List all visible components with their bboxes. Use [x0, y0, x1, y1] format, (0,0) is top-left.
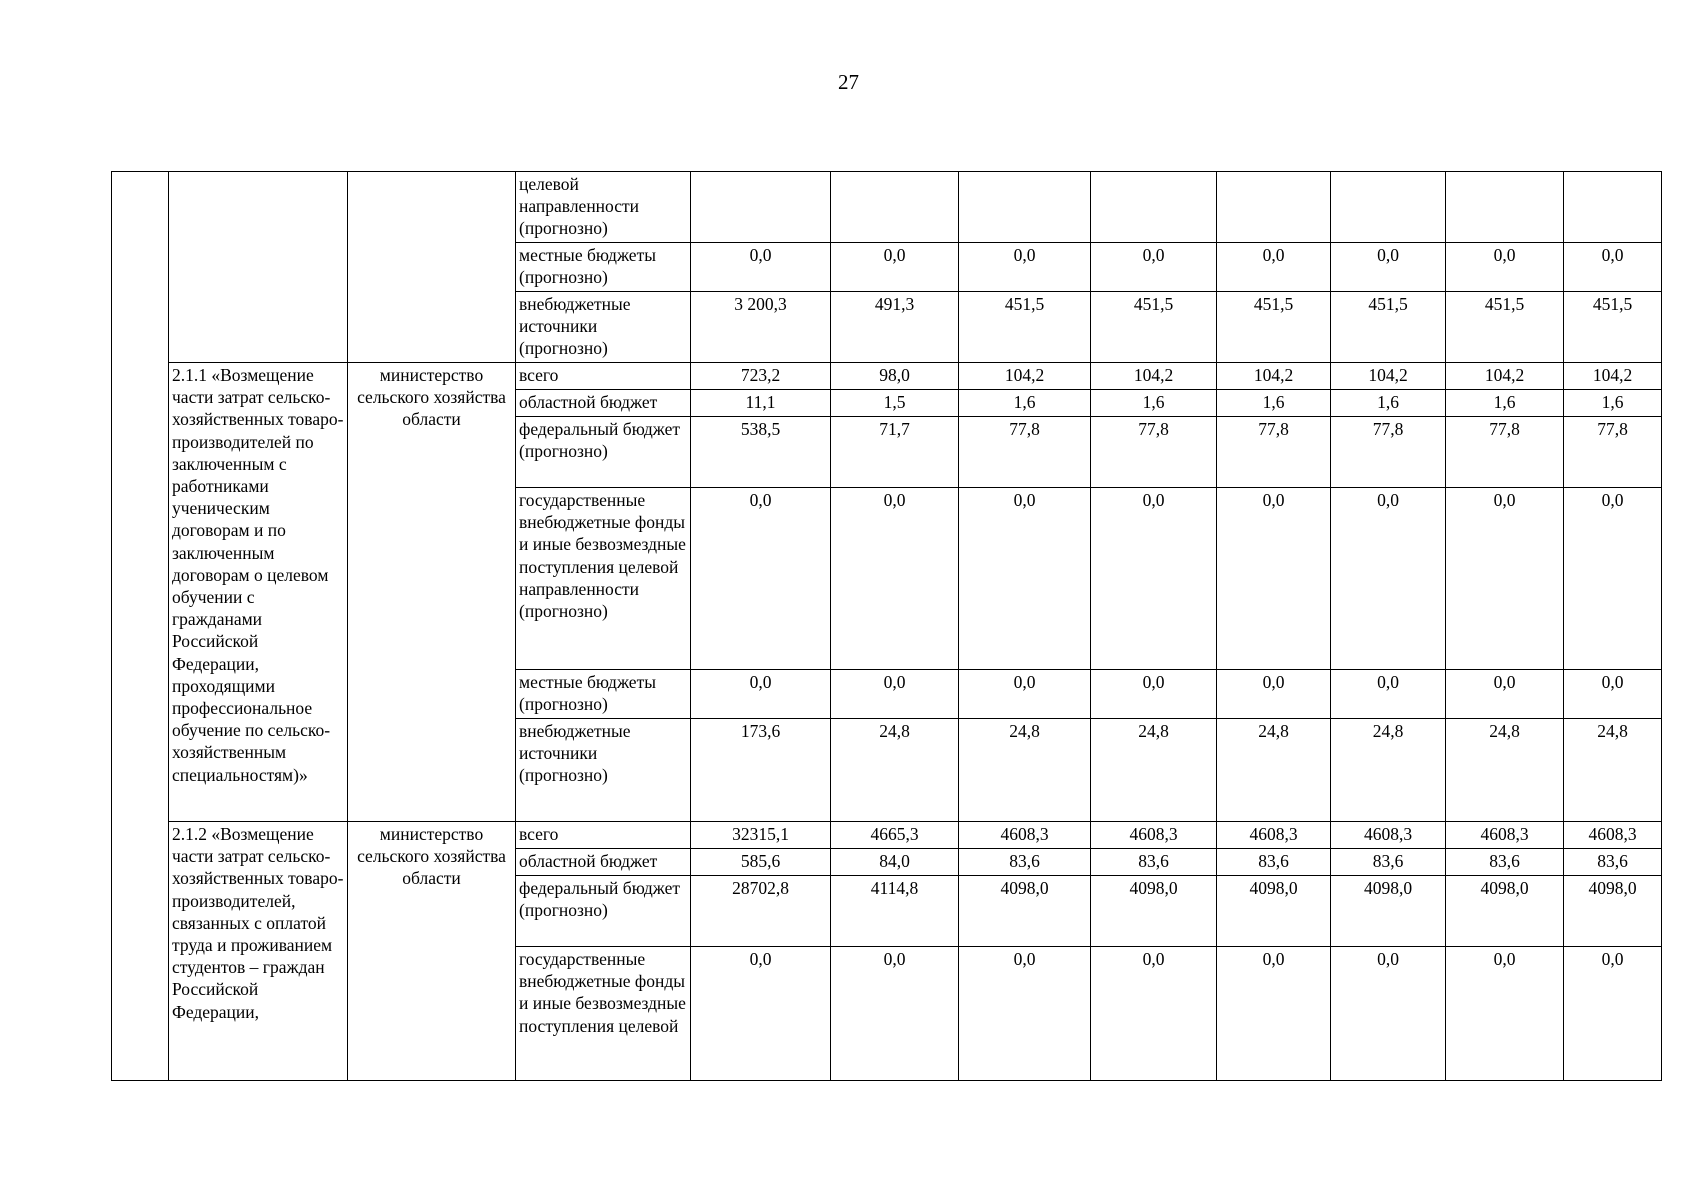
value-cell: 0,0: [831, 488, 959, 670]
table-row: [112, 172, 1662, 243]
value-cell: 84,0: [831, 849, 959, 876]
value-cell: 0,0: [831, 243, 959, 292]
value-cell: 24,8: [959, 719, 1091, 822]
value-cell: 4098,0: [959, 876, 1091, 947]
value-cell: 1,6: [1564, 390, 1662, 417]
value-cell: 4665,3: [831, 822, 959, 849]
value-cell: 4608,3: [1564, 822, 1662, 849]
value-cell: 0,0: [1564, 243, 1662, 292]
value-cell: 104,2: [1217, 363, 1331, 390]
value-cell: 451,5: [1217, 292, 1331, 363]
value-cell: 0,0: [1446, 488, 1564, 670]
value-cell: 0,0: [1217, 947, 1331, 1081]
value-cell: 0,0: [691, 488, 831, 670]
value-cell: 104,2: [1564, 363, 1662, 390]
value-cell: 0,0: [959, 488, 1091, 670]
number-cell: [112, 172, 169, 1081]
value-cell: 1,6: [1446, 390, 1564, 417]
value-cell: 723,2: [691, 363, 831, 390]
value-cell: 1,5: [831, 390, 959, 417]
funding-source: государственные внебюджетные фонды и иные безвозмездные поступления целевой: [516, 947, 691, 1081]
value-cell: 83,6: [1217, 849, 1331, 876]
funding-source: всего: [516, 363, 691, 390]
funding-table: [111, 171, 1662, 1081]
value-cell: 24,8: [1091, 719, 1217, 822]
funding-source: областной бюджет: [516, 390, 691, 417]
value-cell: [959, 172, 1091, 243]
value-cell: 0,0: [1217, 488, 1331, 670]
funding-source: федеральный бюджет (прогнозно): [516, 417, 691, 488]
value-cell: 0,0: [959, 947, 1091, 1081]
value-cell: 0,0: [1331, 947, 1446, 1081]
value-cell: 0,0: [1446, 670, 1564, 719]
measure-name-cell: 2.1.1 «Возмещение части затрат сельско-хозяйственных товаро-производителей по заключенным с работниками ученическим договорам и по заключенным договорам о целевом обучении с гражданами Российской Федерации, проходящими профессиональное обучение по сельско-хозяйственным специальностям)»: [169, 363, 348, 822]
value-cell: 77,8: [1217, 417, 1331, 488]
funding-source: всего: [516, 822, 691, 849]
value-cell: 3 200,3: [691, 292, 831, 363]
value-cell: 83,6: [1091, 849, 1217, 876]
funding-source: местные бюджеты (прогнозно): [516, 243, 691, 292]
value-cell: 585,6: [691, 849, 831, 876]
value-cell: 4098,0: [1091, 876, 1217, 947]
executor-cell: [348, 172, 516, 363]
value-cell: 4114,8: [831, 876, 959, 947]
funding-source: целевой направленности (прогнозно): [516, 172, 691, 243]
value-cell: 83,6: [1564, 849, 1662, 876]
value-cell: 0,0: [1217, 243, 1331, 292]
value-cell: 4098,0: [1446, 876, 1564, 947]
measure-name-cell: [169, 172, 348, 363]
value-cell: 0,0: [1564, 670, 1662, 719]
measure-name-cell: 2.1.2 «Возмещение части затрат сельско-хозяйственных товаро-производителей, связанных с оплатой труда и проживанием студентов – граждан Российской Федерации,: [169, 822, 348, 1081]
value-cell: 104,2: [1091, 363, 1217, 390]
value-cell: 0,0: [1091, 488, 1217, 670]
value-cell: 0,0: [1446, 947, 1564, 1081]
value-cell: 0,0: [831, 670, 959, 719]
value-cell: 451,5: [1331, 292, 1446, 363]
value-cell: 71,7: [831, 417, 959, 488]
value-cell: 451,5: [959, 292, 1091, 363]
value-cell: [691, 172, 831, 243]
value-cell: 491,3: [831, 292, 959, 363]
funding-source: государственные внебюджетные фонды и иные безвозмездные поступления целевой направленности (прогнозно): [516, 488, 691, 670]
value-cell: 0,0: [1091, 243, 1217, 292]
value-cell: 4608,3: [959, 822, 1091, 849]
funding-source: местные бюджеты (прогнозно): [516, 670, 691, 719]
value-cell: 451,5: [1446, 292, 1564, 363]
value-cell: 4608,3: [1091, 822, 1217, 849]
value-cell: 24,8: [1331, 719, 1446, 822]
value-cell: 4608,3: [1446, 822, 1564, 849]
value-cell: 0,0: [691, 243, 831, 292]
value-cell: [1564, 172, 1662, 243]
value-cell: 173,6: [691, 719, 831, 822]
value-cell: 0,0: [959, 670, 1091, 719]
value-cell: 83,6: [1446, 849, 1564, 876]
value-cell: [1446, 172, 1564, 243]
value-cell: 77,8: [1331, 417, 1446, 488]
value-cell: 451,5: [1564, 292, 1662, 363]
value-cell: [1091, 172, 1217, 243]
value-cell: 77,8: [1091, 417, 1217, 488]
value-cell: 24,8: [831, 719, 959, 822]
value-cell: 0,0: [1331, 243, 1446, 292]
value-cell: 83,6: [959, 849, 1091, 876]
value-cell: 104,2: [959, 363, 1091, 390]
value-cell: 24,8: [1564, 719, 1662, 822]
value-cell: 0,0: [691, 670, 831, 719]
value-cell: 28702,8: [691, 876, 831, 947]
value-cell: 4608,3: [1217, 822, 1331, 849]
value-cell: 4098,0: [1331, 876, 1446, 947]
value-cell: [1217, 172, 1331, 243]
value-cell: 0,0: [1331, 670, 1446, 719]
value-cell: 77,8: [1446, 417, 1564, 488]
value-cell: 451,5: [1091, 292, 1217, 363]
value-cell: 538,5: [691, 417, 831, 488]
value-cell: 24,8: [1217, 719, 1331, 822]
value-cell: [831, 172, 959, 243]
value-cell: [1331, 172, 1446, 243]
value-cell: 0,0: [1446, 243, 1564, 292]
value-cell: 0,0: [1091, 670, 1217, 719]
value-cell: 1,6: [959, 390, 1091, 417]
table-row: [112, 363, 1662, 390]
value-cell: 0,0: [691, 947, 831, 1081]
value-cell: 0,0: [1091, 947, 1217, 1081]
value-cell: 4098,0: [1217, 876, 1331, 947]
funding-source: внебюджетные источники (прогнозно): [516, 292, 691, 363]
value-cell: 1,6: [1091, 390, 1217, 417]
value-cell: 0,0: [1564, 488, 1662, 670]
value-cell: 4098,0: [1564, 876, 1662, 947]
value-cell: 98,0: [831, 363, 959, 390]
value-cell: 0,0: [831, 947, 959, 1081]
value-cell: 0,0: [1564, 947, 1662, 1081]
value-cell: 1,6: [1217, 390, 1331, 417]
executor-cell: министерство сельского хозяйства области: [348, 363, 516, 822]
value-cell: 4608,3: [1331, 822, 1446, 849]
value-cell: 83,6: [1331, 849, 1446, 876]
value-cell: 0,0: [1331, 488, 1446, 670]
value-cell: 77,8: [1564, 417, 1662, 488]
value-cell: 104,2: [1446, 363, 1564, 390]
value-cell: 77,8: [959, 417, 1091, 488]
executor-cell: министерство сельского хозяйства области: [348, 822, 516, 1081]
value-cell: 24,8: [1446, 719, 1564, 822]
value-cell: 104,2: [1331, 363, 1446, 390]
funding-source: федеральный бюджет (прогнозно): [516, 876, 691, 947]
value-cell: 0,0: [959, 243, 1091, 292]
table-row: [112, 822, 1662, 849]
value-cell: 32315,1: [691, 822, 831, 849]
funding-source: областной бюджет: [516, 849, 691, 876]
value-cell: 0,0: [1217, 670, 1331, 719]
page-number: 27: [838, 70, 859, 94]
value-cell: 1,6: [1331, 390, 1446, 417]
funding-source: внебюджетные источники (прогнозно): [516, 719, 691, 822]
value-cell: 11,1: [691, 390, 831, 417]
